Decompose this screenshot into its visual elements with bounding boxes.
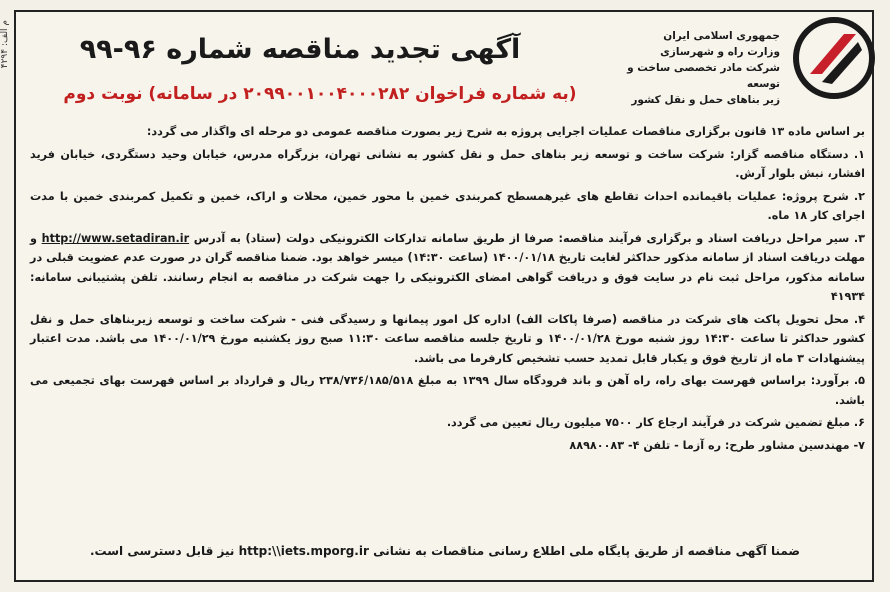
item-1: ۱. دستگاه مناقصه گزار: شرکت ساخت و توسعه زیر بناهای حمل و نقل کشور به نشانی تهران، بزرگراه مدرس، خیابان وحید دستگردی، خیابان فرید افشار، نبش بلوار آرش. <box>30 147 865 180</box>
item-7: ۷- مهندسین مشاور طرح: ره آزما - تلفن ۴- ۸۸۹۸۰۰۸۳ <box>569 438 865 452</box>
ministry-emblem-icon <box>792 16 876 100</box>
item-3-text-b: و مهلت دریافت اسناد از سامانه مذکور حداکثر لغایت تاریخ ۱۴۰۰/۰۱/۱۸ (ساعت ۱۴:۳۰) میسر خواهد بود. ضمنا مناقصه گران در صورت عدم عضویت قبلی در سامانه مذکور، مراحل ثبت نام در سایت فوق و دریافت گواهی امضای الکترونیکی را جهت شرکت در مناقصه به انجام رسانند. تلفن پشتیبانی سامانه: ۴۱۹۳۴ <box>30 231 865 303</box>
item-3 <box>30 229 865 307</box>
item-6: ۶. مبلغ تضمین شرکت در فرآیند ارجاع کار ۷۵۰۰ میلیون ریال تعیین می گردد. <box>446 416 865 429</box>
footer-text-b: نیز قابل دسترسی است. <box>89 544 235 558</box>
notice-title: آگهی تجدید مناقصه شماره ۹۶-۹۹ <box>79 34 521 65</box>
item-5: ۵. برآورد: براساس فهرست بهای راه، راه آهن و باند فرودگاه سال ۱۳۹۹ به مبلغ ۲۳۸/۷۳۶/۱۸۵/۵۱۸ ریال و قرارداد بر اساس فهرست بهای تجمیعی می باشد. <box>30 374 865 407</box>
notice-subtitle: (به شماره فراخوان ۲۰۹۹۰۰۱۰۰۴۰۰۰۲۸۲ در سامانه) نوبت دوم <box>63 84 577 104</box>
org-line-1: جمهوری اسلامی ایران <box>663 30 780 42</box>
organization-block <box>610 28 780 108</box>
intro-paragraph: بر اساس ماده ۱۳ قانون برگزاری مناقصات عملیات اجرایی پروژه به شرح زیر بصورت مناقصه عمومی دو مرحله ای واگذار می گردد: <box>146 125 865 138</box>
iets-link[interactable]: http:\\iets.mporg.ir <box>238 544 369 558</box>
footer-text-a: ضمنا آگهی مناقصه از طریق پایگاه ملی اطلاع رسانی مناقصات به نشانی <box>373 544 801 558</box>
org-line-4: زیر بناهای حمل و نقل کشور <box>631 94 780 106</box>
org-line-3: شرکت مادر تخصصی ساخت و توسعه <box>627 62 780 90</box>
item-3-text-a: ۳. سیر مراحل دریافت اسناد و برگزاری فرآیند مناقصه: صرفا از طریق سامانه تدارکات الکترونیکی دولت (ستاد) به آدرس <box>193 231 865 245</box>
footer-note <box>40 544 850 558</box>
notice-body <box>30 122 865 458</box>
item-2: ۲. شرح پروژه: عملیات باقیمانده احداث تقاطع های غیرهمسطح کمربندی خمین با محور خمین، محلات و اراک، خمین و تکمیل کمربندی خمین با مدت اجرای کار ۱۸ ماه. <box>30 189 865 222</box>
item-4: ۴. محل تحویل پاکت های شرکت در مناقصه (صرفا پاکات الف) اداره کل امور پیمانها و رسیدگی فنی - شرکت ساخت و توسعه زیربناهای حمل و نقل کشور حداکثر تا ساعت ۱۴:۳۰ روز شنبه مورخ ۱۴۰۰/۰۱/۲۸ و تاریخ جلسه مناقصه ساعت ۱۱:۳۰ صبح روز یکشنبه مورخ ۱۴۰۰/۰۱/۲۹ می باشد. مدت اعتبار پیشنهادات ۳ ماه از تاریخ فوق و یکبار قابل تمدید حسب تشخیص کارفرما می باشد. <box>30 312 865 365</box>
org-line-2: وزارت راه و شهرسازی <box>660 46 780 58</box>
side-code: م الف: ۴۲۹۴ <box>0 20 10 69</box>
setadiran-link[interactable]: http://www.setadiran.ir <box>41 231 190 245</box>
